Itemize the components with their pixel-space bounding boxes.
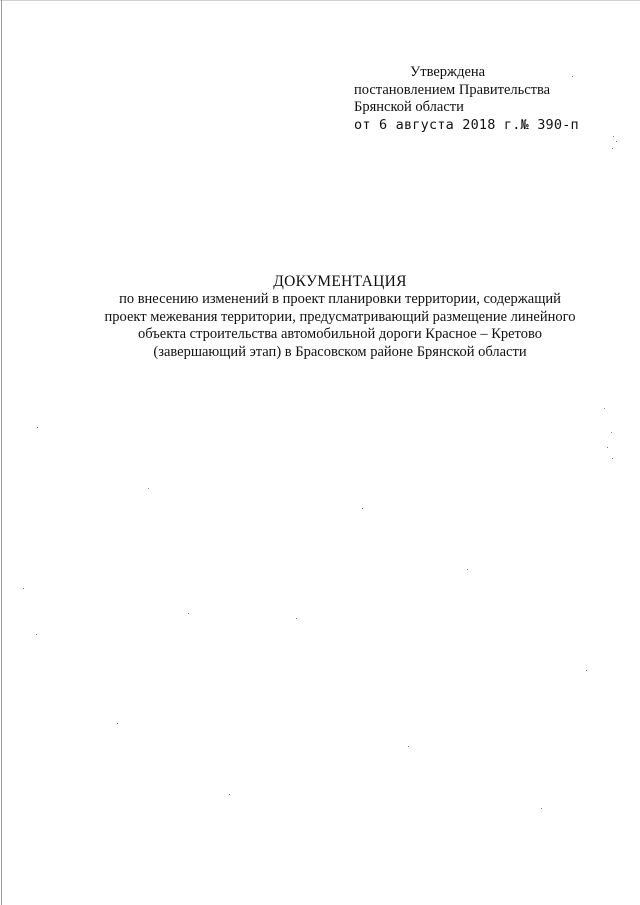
scan-speck	[586, 670, 587, 671]
scan-speck	[23, 588, 24, 589]
scan-speck	[616, 141, 617, 142]
scan-speck	[572, 76, 573, 77]
scan-speck	[148, 488, 149, 489]
scan-speck	[37, 427, 38, 428]
subtitle-line: (завершающий этап) в Брасовском районе Брянской области	[153, 343, 527, 360]
scan-speck	[613, 136, 614, 137]
subtitle-line: проект межевания территории, предусматривающий размещение линейного	[104, 308, 576, 325]
scan-speck	[117, 723, 118, 724]
approval-label: Утверждена	[410, 64, 486, 80]
scan-speck	[36, 634, 37, 635]
scan-speck	[362, 508, 363, 509]
scan-speck	[611, 432, 612, 433]
page-top-edge	[0, 0, 640, 1]
page-left-edge	[1, 0, 2, 905]
scan-speck	[612, 458, 613, 459]
scan-speck	[188, 613, 189, 614]
document-subtitle	[60, 291, 620, 361]
approval-block	[354, 64, 604, 134]
subtitle-line: объекта строительства автомобильной дороги Красное – Кретово	[138, 326, 542, 343]
scan-speck	[229, 794, 230, 795]
scan-speck	[296, 618, 297, 619]
approval-date-number: от 6 августа 2018 г.№ 390-п	[354, 116, 579, 133]
scan-speck	[607, 447, 608, 448]
scan-speck	[408, 746, 409, 747]
approval-authority: постановлением Правительства	[354, 81, 551, 98]
scan-speck	[612, 148, 613, 149]
document-heading: ДОКУМЕНТАЦИЯ	[273, 273, 407, 290]
scan-speck	[467, 569, 468, 570]
approval-region: Брянской области	[354, 99, 464, 115]
document-title-block	[60, 273, 620, 361]
subtitle-line: по внесению изменений в проект планировки территории, содержащий	[119, 291, 561, 307]
scan-speck	[604, 408, 605, 409]
scan-speck	[541, 808, 542, 809]
